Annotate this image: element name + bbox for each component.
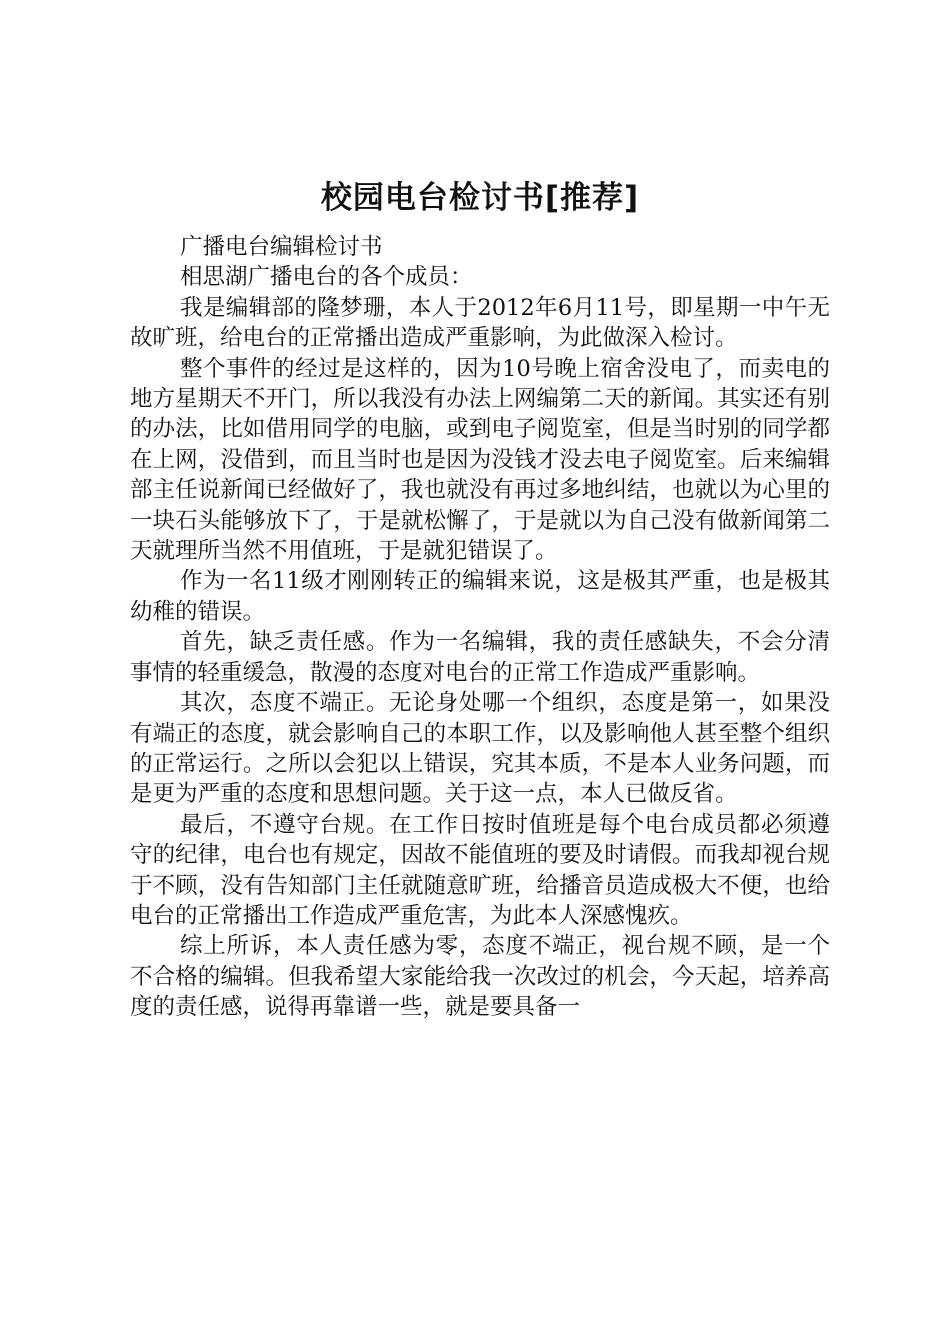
paragraph-4: 首先，缺乏责任感。作为一名编辑，我的责任感缺失，不会分清事情的轻重缓急，散漫的态度对电台的正常工作造成严重影响。 [130, 629, 830, 686]
document-page [130, 178, 830, 1023]
paragraph-3: 作为一名11级才刚刚转正的编辑来说，这是极其严重，也是极其幼稚的错误。 [130, 568, 830, 625]
paragraph-6: 最后，不遵守台规。在工作日按时值班是每个电台成员都必须遵守的纪律，电台也有规定，因故不能值班的要及时请假。而我却视台规于不顾，没有告知部门主任就随意旷班，给播音员造成极大不便，也给电台的正常播出工作造成严重危害，为此本人深感愧疚。 [130, 811, 830, 929]
paragraph-7: 综上所诉，本人责任感为零，态度不端正，视台规不顾，是一个不合格的编辑。但我希望大家能给我一次改过的机会，今天起，培养高度的责任感，说得再靠谱一些，就是要具备一 [130, 933, 830, 1021]
paragraph-1: 我是编辑部的隆梦珊，本人于2012年6月11号，即星期一中午无故旷班，给电台的正常播出造成严重影响，为此做深入检讨。 [130, 294, 830, 352]
paragraph-5: 其次，态度不端正。无论身处哪一个组织，态度是第一，如果没有端正的态度，就会影响自己的本职工作，以及影响他人甚至整个组织的正常运行。之所以会犯以上错误，究其本质，不是本人业务问题，而是更为严重的态度和思想问题。关于这一点，本人已做反省。 [130, 690, 830, 808]
document-subtitle: 广播电台编辑检讨书 [180, 234, 383, 260]
document-title: 校园电台检讨书[推荐] [320, 180, 640, 216]
paragraph-2: 整个事件的经过是这样的，因为10号晚上宿舍没电了，而卖电的地方星期天不开门，所以我没有办法上网编第二天的新闻。其实还有别的办法，比如借用同学的电脑，或到电子阅览室，但是当时别的同学都在上网，没借到，而且当时也是因为没钱才没去电子阅览室。后来编辑部主任说新闻已经做好了，我也就没有再过多地纠结，也就以为心里的一块石头能够放下了，于是就松懈了，于是就以为自己没有做新闻第二天就理所当然不用值班，于是就犯错误了。 [130, 355, 830, 565]
salutation: 相思湖广播电台的各个成员： [180, 264, 473, 291]
